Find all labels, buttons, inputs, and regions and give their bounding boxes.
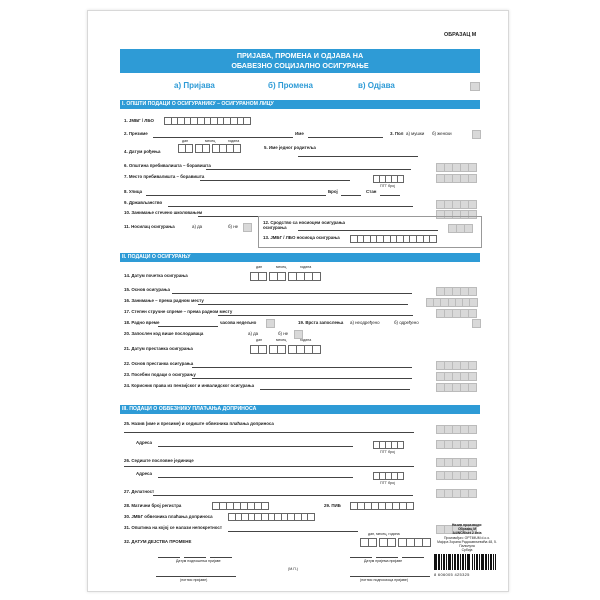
label-first-name: Име: [295, 131, 304, 136]
property-municipality-input[interactable]: [228, 531, 358, 532]
label-payer-jmbg: 30. ЈМБГ обвезника плаћања доприноса: [124, 514, 213, 519]
label-change-date: 32. ДАТУМ ДЕЈСТВА ПРОМЕНЕ: [124, 539, 192, 544]
label-property-municipality: 31. Општина на којој се налази непокретност: [124, 525, 222, 530]
form-title-line2: ОБАВЕЗНО СОЦИЈАЛНО ОСИГУРАЊЕ: [231, 61, 369, 70]
label-insurance-basis: 15. Основ осигурања: [124, 287, 170, 292]
input-cell[interactable]: [468, 458, 477, 467]
label-payer-address: Адреса: [136, 440, 152, 445]
holder-no[interactable]: б) не: [228, 224, 239, 229]
house-number-input[interactable]: [341, 195, 361, 196]
payer-name-input[interactable]: [124, 432, 414, 433]
input-cell[interactable]: [429, 235, 437, 243]
publisher-line1: Назив производа:: [451, 523, 483, 527]
label-end-basis: 22. Основ престанка осигурања: [124, 361, 194, 366]
publisher-line5: Мајора Зорана Радосављевића 48, 5. Палилула: [437, 539, 497, 549]
label-pension-beneficiary: 24. Корисник права из пензијског и инвалидског осигурања: [124, 383, 255, 388]
barcode-stripe: [469, 554, 470, 570]
label-working-hours: 18. Радно време: [124, 320, 160, 325]
input-cell[interactable]: [185, 144, 193, 153]
input-cell[interactable]: [312, 345, 321, 354]
input-cell[interactable]: [387, 538, 396, 547]
activity-input[interactable]: [153, 495, 413, 496]
payer-postal-code[interactable]: [373, 441, 403, 447]
end-date-day: дан: [256, 338, 263, 342]
label-education: 10. Занимање стечено школовањем: [124, 210, 203, 215]
sig-right-line-a[interactable]: [350, 557, 372, 558]
residence-postal-code[interactable]: [373, 175, 403, 181]
start-date-input[interactable]: [250, 272, 320, 279]
pension-input[interactable]: [260, 389, 410, 390]
relationship-input[interactable]: [298, 230, 438, 231]
start-date-year: година: [300, 265, 312, 269]
citizenship-code[interactable]: [436, 200, 476, 207]
activity-code[interactable]: [436, 489, 476, 496]
seal-caption: (М.П.): [288, 567, 298, 571]
municipality-code[interactable]: [436, 163, 476, 170]
insurance-basis-input[interactable]: [172, 293, 412, 294]
branch-postal-caption: ПТТ број: [380, 481, 395, 485]
form-code: ОБРАЗАЦ М: [444, 32, 477, 38]
label-special-data: 23. Посебни подаци о осигурању: [124, 372, 196, 377]
parent-name-input[interactable]: [298, 156, 418, 157]
qualification-code[interactable]: [436, 309, 476, 316]
barcode-stripe: [444, 554, 445, 570]
publisher-line4: Произвођач: OPTIMUM d.o.o.: [443, 535, 491, 540]
input-cell[interactable]: [469, 298, 478, 307]
input-cell[interactable]: [397, 441, 404, 449]
branch-office-input[interactable]: [124, 466, 414, 467]
date-month-caption: месец: [205, 139, 216, 143]
barcode: [434, 554, 496, 570]
label-holder-jmbg: 13. ЈМБГ / ЛБО носиоца осигурања: [263, 235, 340, 240]
publisher-info: [434, 523, 500, 552]
label-residence: 7. Место пребивалишта – боравишта: [124, 174, 205, 179]
payer-jmbg-input[interactable]: [228, 513, 314, 519]
sig-right-caption: Датум пријема пријаве: [364, 559, 403, 563]
publisher-line6: Србија: [461, 548, 473, 553]
barcode-stripe: [463, 554, 464, 570]
sig-right-line-c[interactable]: [402, 557, 424, 558]
label-multiple-employers: 20. Запослен код више послодаваца: [124, 331, 204, 336]
barcode-stripe: [495, 554, 496, 570]
input-cell[interactable]: [468, 471, 477, 480]
working-hours-input[interactable]: [158, 326, 218, 327]
input-cell[interactable]: [468, 200, 477, 209]
option-deregistration[interactable]: в) Одјава: [358, 81, 395, 90]
relationship-code[interactable]: [448, 224, 472, 231]
date-year-caption: година: [228, 139, 240, 143]
section-1-header: I. ОПШТИ ПОДАЦИ О ОСИГУРАНИКУ – ОСИГУРАНОМ ЛИЦУ: [120, 100, 480, 109]
publisher-line2: Образац М: [457, 527, 477, 532]
label-citizenship: 9. Држављанство: [124, 200, 163, 205]
label-relationship-2: осигурања: [263, 225, 287, 230]
qualification-input[interactable]: [218, 315, 413, 316]
sig-left-signature[interactable]: [156, 576, 236, 577]
section-2-header: II. ПОДАЦИ О ОСИГУРАЊУ: [120, 253, 480, 262]
sig-left-caption: Датум подношења пријаве: [176, 559, 221, 563]
option-registration[interactable]: а) Пријава: [174, 81, 215, 90]
special-data-input[interactable]: [192, 378, 412, 379]
holder-yes[interactable]: а) да: [192, 224, 203, 229]
pension-code[interactable]: [436, 383, 476, 390]
input-cell[interactable]: [468, 361, 477, 370]
holder-checkbox[interactable]: [243, 223, 252, 232]
barcode-stripe: [460, 554, 461, 570]
barcode-stripe: [486, 554, 487, 570]
barcode-stripe: [441, 554, 442, 570]
end-date-year: година: [300, 338, 312, 342]
payer-address-input[interactable]: [158, 446, 353, 447]
citizenship-input[interactable]: [168, 206, 413, 207]
option-change[interactable]: б) Промена: [268, 81, 313, 90]
sig-left-sub: (потпис пријаве): [180, 578, 208, 582]
sig-right-line-b[interactable]: [376, 557, 398, 558]
first-name-input[interactable]: [308, 137, 383, 138]
input-cell[interactable]: [464, 224, 473, 233]
end-date-month: месец: [276, 338, 287, 342]
label-hours-weekly: часова недељно: [220, 320, 257, 325]
label-activity: 27. Делатност: [124, 489, 155, 494]
label-pib: 29. ПИБ: [324, 503, 341, 508]
barcode-stripe: [477, 554, 478, 570]
surname-input[interactable]: [153, 137, 293, 138]
gender-female[interactable]: б) женски: [432, 131, 452, 136]
label-qualification: 17. Степен стручне спреме – према радном месту: [124, 309, 233, 314]
label-end-date: 21. Датум престанка осигурања: [124, 346, 193, 351]
input-cell[interactable]: [468, 372, 477, 381]
occupation-input[interactable]: [198, 304, 408, 305]
label-start-date: 14. Датум почетка осигурања: [124, 273, 188, 278]
input-cell[interactable]: [468, 383, 477, 392]
payer-address-code[interactable]: [436, 440, 476, 447]
payer-code[interactable]: [436, 425, 476, 432]
label-street: 8. Улица: [124, 189, 143, 194]
option-checkbox[interactable]: [470, 82, 480, 91]
apartment-input[interactable]: [380, 195, 400, 196]
label-jmbg: 1. ЈМБГ / ЛБО: [124, 118, 154, 123]
input-cell[interactable]: [277, 345, 286, 354]
branch-address-input[interactable]: [158, 477, 353, 478]
label-relationship: 12. Сродство са носиоцем осигурања: [263, 220, 345, 225]
label-apartment: Стан: [366, 189, 377, 194]
label-gender: 3. Пол: [390, 131, 404, 136]
employment-type-checkbox[interactable]: [472, 319, 481, 328]
label-occupation: 16. Занимање – према радном месту: [124, 298, 204, 303]
barcode-stripe: [436, 554, 437, 570]
date-day-caption: дан: [182, 139, 189, 143]
input-cell[interactable]: [468, 309, 477, 318]
form-title-banner: [120, 49, 480, 73]
change-date-input[interactable]: [360, 538, 430, 545]
payer-postal-caption: ПТТ број: [380, 450, 395, 454]
end-basis-code[interactable]: [436, 361, 476, 368]
municipality-input[interactable]: [206, 169, 411, 170]
label-registry-number: 28. Матични број регистра: [124, 503, 182, 508]
input-cell[interactable]: [406, 502, 414, 510]
input-cell[interactable]: [468, 440, 477, 449]
input-cell[interactable]: [258, 345, 267, 354]
jmbg-input[interactable]: [164, 117, 250, 123]
special-data-code[interactable]: [436, 372, 476, 379]
start-date-day: дан: [256, 265, 263, 269]
label-insurance-holder: 11. Носилац осигурања: [124, 224, 175, 229]
form-title-line1: ПРИЈАВА, ПРОМЕНА И ОДЈАВА НА: [236, 51, 364, 60]
label-municipality: 6. Општина пребивалишта – боравишта: [124, 163, 211, 168]
input-cell[interactable]: [468, 174, 477, 183]
start-date-month: месец: [276, 265, 287, 269]
input-cell[interactable]: [468, 163, 477, 172]
input-cell[interactable]: [397, 472, 404, 480]
input-cell[interactable]: [468, 489, 477, 498]
branch-address-code[interactable]: [436, 471, 476, 478]
label-birth-date: 4. Датум рођења: [124, 149, 161, 154]
branch-postal-code[interactable]: [373, 472, 403, 478]
input-cell[interactable]: [261, 502, 269, 510]
insurance-basis-code[interactable]: [436, 287, 476, 294]
label-house-number: Број: [328, 189, 338, 194]
holder-jmbg-input[interactable]: [350, 235, 436, 241]
input-cell[interactable]: [468, 287, 477, 296]
postal-code-caption: ПТТ број: [380, 184, 395, 188]
barcode-stripe: [446, 554, 447, 570]
pib-input[interactable]: [350, 502, 413, 508]
barcode-number: 8 606005 425325: [434, 572, 470, 577]
sig-right-signature[interactable]: [350, 576, 430, 577]
end-date-input[interactable]: [250, 345, 320, 352]
label-parent-name: 5. Име једног родитеља: [264, 145, 316, 150]
section-3-header: III. ПОДАЦИ О ОБВЕЗНИКУ ПЛАЋАЊА ДОПРИНОСА: [120, 405, 480, 414]
sig-left-line-b[interactable]: [184, 557, 206, 558]
input-cell[interactable]: [307, 513, 315, 521]
occupation-code[interactable]: [426, 298, 476, 305]
multiple-employers-no[interactable]: б) не: [278, 331, 289, 336]
registry-number-input[interactable]: [212, 502, 268, 508]
sig-right-sub: (потпис подносиоца пријаве): [360, 578, 409, 582]
employment-fixed[interactable]: б) одређено: [394, 320, 419, 325]
input-cell[interactable]: [368, 538, 377, 547]
input-cell[interactable]: [468, 425, 477, 434]
input-cell[interactable]: [233, 144, 241, 153]
residence-code[interactable]: [436, 174, 476, 181]
multiple-employers-yes[interactable]: а) да: [248, 331, 259, 336]
form-page: [87, 10, 509, 592]
label-employment-type: 19. Врста запослења: [298, 320, 344, 325]
input-cell[interactable]: [312, 272, 321, 281]
change-date-caption: дан, месец, година: [368, 532, 400, 536]
input-cell[interactable]: [202, 144, 210, 153]
hours-code[interactable]: [266, 319, 275, 328]
end-basis-input[interactable]: [192, 367, 412, 368]
input-cell[interactable]: [397, 175, 404, 183]
sig-left-line-c[interactable]: [210, 557, 232, 558]
input-cell[interactable]: [422, 538, 431, 547]
input-cell[interactable]: [258, 272, 267, 281]
label-branch-address: Адреса: [136, 471, 152, 476]
input-cell[interactable]: [243, 117, 251, 125]
publisher-line3: А4/NCR/set 2 lista: [452, 531, 482, 536]
label-payer-name: 25. Назив (име и презиме) и седиште обвезника плаћања доприноса: [124, 421, 274, 426]
birth-date-input[interactable]: [178, 144, 240, 151]
sig-left-line-a[interactable]: [158, 557, 180, 558]
employment-indefinite[interactable]: а) неодређено: [350, 320, 380, 325]
residence-input[interactable]: [200, 180, 350, 181]
barcode-stripe: [455, 554, 456, 570]
label-branch-office: 26. Седиште пословне јединице: [124, 458, 194, 463]
label-surname: 2. Презиме: [124, 131, 148, 136]
branch-office-code[interactable]: [436, 458, 476, 465]
barcode-stripe: [468, 554, 469, 570]
gender-male[interactable]: а) мушки: [406, 131, 425, 136]
input-cell[interactable]: [277, 272, 286, 281]
street-input[interactable]: [146, 195, 326, 196]
barcode-stripe: [482, 554, 483, 570]
gender-checkbox[interactable]: [472, 130, 481, 139]
